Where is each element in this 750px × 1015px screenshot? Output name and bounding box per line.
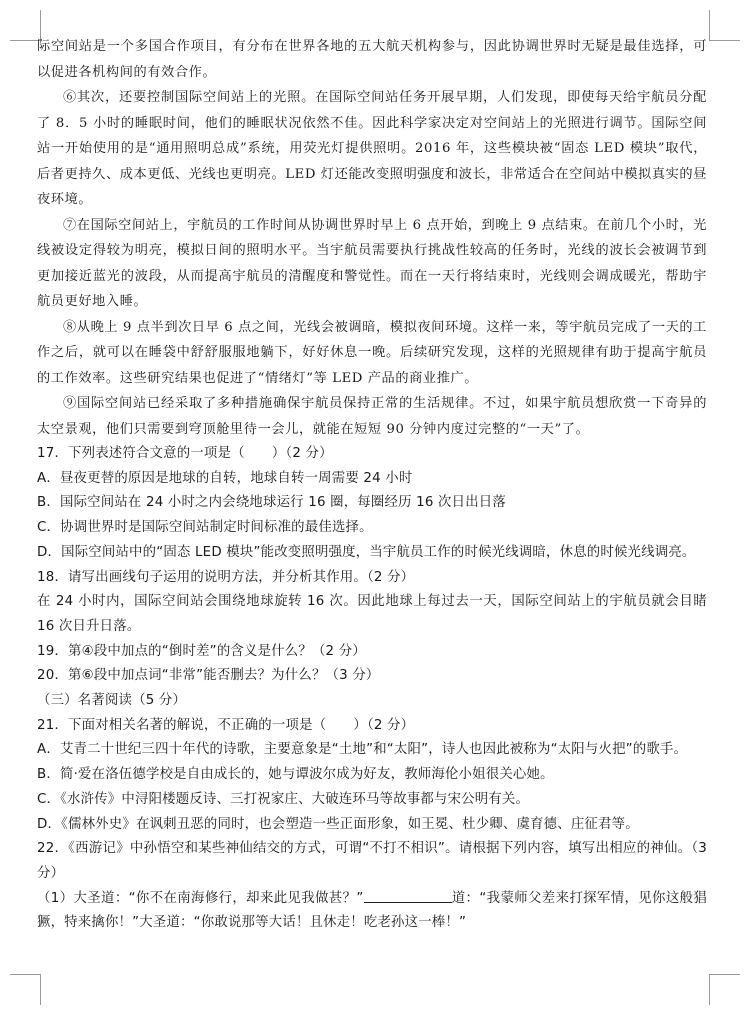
question-18: 18．请写出画线句子运用的说明方法，并分析其作用。（2 分） [37,569,415,585]
answer-blank[interactable] [364,888,452,903]
question-18-quoted-sentence: 在 24 小时内，国际空间站会围绕地球旋转 16 次。因此地球上每过去一天，国际空间站上的宇航员就会目睹 16 次日升日落。 [37,594,707,634]
crop-mark-top-right [709,10,740,41]
crop-mark-bottom-right [709,974,740,1005]
question-22: 22．《西游记》中孙悟空和某些神仙结交的方式，可谓“不打不相识”。请根据下列内容，填写出相应的神仙。（3 分） [37,841,707,881]
question-19: 19．第④段中加点的“倒时差”的含义是什么？（2 分） [37,643,366,659]
document-page [37,34,707,936]
question-22-item-1-after: 道：“我蒙师父差来打探军情，见你这般猖獗，特来擒你！”大圣道：“你敢说那等大话！且休走！吃老孙这一棒！” [37,890,707,931]
question-21-option-a: A．艾青二十世纪三四十年代的诗歌，主要意象是“土地”和“太阳”，诗人也因此被称为“太阳与火把”的歌手。 [37,742,688,758]
question-21-option-c: C．《水浒传》中浔阳楼题反诗、三打祝家庄、大破连环马等故事都与宋公明有关。 [37,791,530,807]
question-21: 21．下面对相关名著的解说，不正确的一项是（ ）（2 分） [37,717,415,733]
question-17-option-a: A．昼夜更替的原因是地球的自转，地球自转一周需要 24 小时 [37,470,413,486]
question-21-option-b: B．简·爱在洛伍德学校是自由成长的，她与谭波尔成为好友，教师海伦小姐很关心她。 [37,767,554,783]
question-17: 17．下列表述符合文意的一项是（ ）（2 分） [37,446,333,461]
passage-paragraph-6: ⑥其次，还要控制国际空间站上的光照。在国际空间站任务开展早期，人们发现，即使每天给宇航员分配了 8．5 小时的睡眠时间，他们的睡眠状况依然不佳。因此科学家决定对空间站上的光照进行调节。国际空间站一开始使用的是“通用照明总成”系统，用荧光灯提供照明。2016 年，这些模块被“固态 LED 模块”取代，后者更持久、成本更低、光线也更明亮。LED 灯还能改变照明强度和波长，非常适合在空间站中模拟真实的昼夜环境。 [37,90,707,207]
question-20: 20．第⑥段中加点词“非常”能否删去？为什么？（3 分） [37,668,380,684]
passage-paragraph-9: ⑨国际空间站已经采取了多种措施确保宇航员保持正常的生活规律。不过，如果宇航员想欣赏一下奇异的太空景观，他们只需要到穹顶舱里待一会儿，就能在短短 90 分钟内度过完整的“一天”了。 [37,396,707,437]
passage-paragraph-8: ⑧从晚上 9 点半到次日早 6 点之间，光线会被调暗，模拟夜间环境。这样一来，等宇航员完成了一天的工作之后，就可以在睡袋中舒舒服服地躺下，好好休息一晚。后续研究发现，这样的光照规律有助于提高宇航员的工作效率。这些研究结果也促进了“情绪灯”等 LED 产品的商业推广。 [37,319,707,386]
question-17-option-b: B．国际空间站在 24 小时之内会绕地球运行 16 圈，每圈经历 16 次日出日落 [37,495,506,511]
question-22-item-1 [37,887,707,936]
passage-paragraph-5-end: 际空间站是一个多国合作项目，有分布在世界各地的五大航天机构参与，因此协调世界时无疑是最佳选择，可以促进各机构间的有效合作。 [37,39,707,80]
question-21-option-d: D．《儒林外史》在讽刺丑恶的同时，也会塑造一些正面形象，如王冕、杜少卿、虞育德、庄征君等。 [37,816,639,832]
question-17-option-c: C．协调世界时是国际空间站制定时间标准的最佳选择。 [37,520,373,536]
question-17-option-d: D．国际空间站中的“固态 LED 模块”能改变照明强度，当宇航员工作的时候光线调暗，休息的时候光线调亮。 [37,544,696,560]
question-22-item-1-before: （1）大圣道：“你不在南海修行，却来此见我做甚？” [37,890,364,906]
passage-paragraph-7: ⑦在国际空间站上，宇航员的工作时间从协调世界时早上 6 点开始，到晚上 9 点结束。在前几个小时，光线被设定得较为明亮，模拟日间的照明水平。当宇航员需要执行挑战性较高的任务时，光线的波长会被调节到更加接近蓝光的波段，从而提高宇航员的清醒度和警觉性。而在一天行将结束时，光线则会调成暖光，帮助宇航员更好地入睡。 [37,217,707,309]
crop-mark-bottom-left [10,974,41,1005]
section-heading-classics: （三）名著阅读（5 分） [37,693,187,709]
